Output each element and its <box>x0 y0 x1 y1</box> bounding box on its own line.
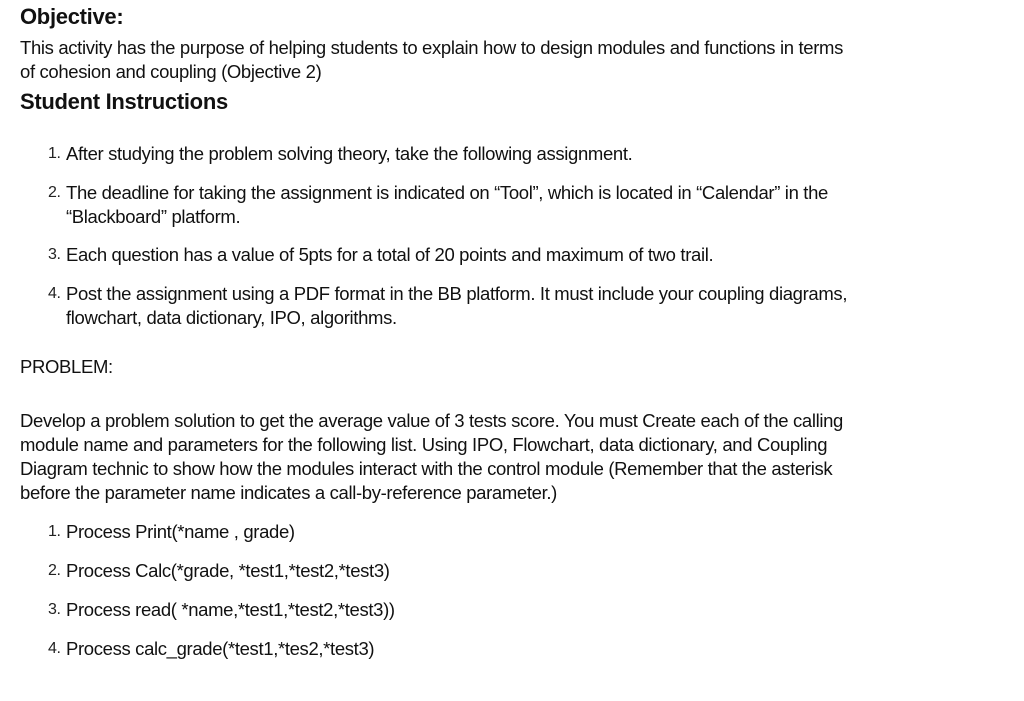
instructions-heading: Student Instructions <box>20 89 228 114</box>
list-number: 4. <box>48 285 61 302</box>
list-number: 3. <box>48 246 61 263</box>
problem-list <box>20 520 1010 661</box>
list-item <box>20 243 876 267</box>
list-number: 1. <box>48 523 61 540</box>
list-item <box>20 598 876 622</box>
list-item-text: Process Calc(*grade, *test1,*test2,*test3) <box>66 560 390 581</box>
list-item <box>20 181 876 229</box>
list-item-text: Each question has a value of 5pts for a total of 20 points and maximum of two trail. <box>66 244 714 265</box>
list-item-text: Process read( *name,*test1,*test2,*test3)) <box>66 599 395 620</box>
list-item-text: Process calc_grade(*test1,*tes2,*test3) <box>66 638 375 659</box>
document-page <box>20 4 1010 661</box>
list-number: 1. <box>48 145 61 162</box>
instructions-list <box>20 142 1010 330</box>
list-item <box>20 282 876 330</box>
objective-text: This activity has the purpose of helping students to explain how to design modules and functions in terms of cohesion and coupling (Objective 2) <box>20 37 843 82</box>
list-item-text: Post the assignment using a PDF format in the BB platform. It must include your coupling diagrams, flowchart, data dictionary, IPO, algorithms. <box>66 283 848 328</box>
list-item-text: The deadline for taking the assignment is indicated on “Tool”, which is located in “Calendar” in the “Blackboard” platform. <box>66 182 828 227</box>
problem-heading: PROBLEM: <box>20 356 113 377</box>
list-number: 3. <box>48 601 61 618</box>
objective-heading: Objective: <box>20 4 124 29</box>
problem-text: Develop a problem solution to get the average value of 3 tests score. You must Create each of the calling module name and parameters for the following list. Using IPO, Flowchart, data dictionary, and Coupling Diagram technic to show how the modules interact with the control module (Remember that the asterisk before the parameter name indicates a call-by-reference parameter.) <box>20 410 843 503</box>
list-number: 2. <box>48 562 61 579</box>
list-item <box>20 142 876 166</box>
list-number: 2. <box>48 184 61 201</box>
list-item-text: After studying the problem solving theory, take the following assignment. <box>66 143 633 164</box>
list-item <box>20 637 876 661</box>
list-number: 4. <box>48 640 61 657</box>
list-item <box>20 559 876 583</box>
list-item-text: Process Print(*name , grade) <box>66 521 295 542</box>
list-item <box>20 520 876 544</box>
